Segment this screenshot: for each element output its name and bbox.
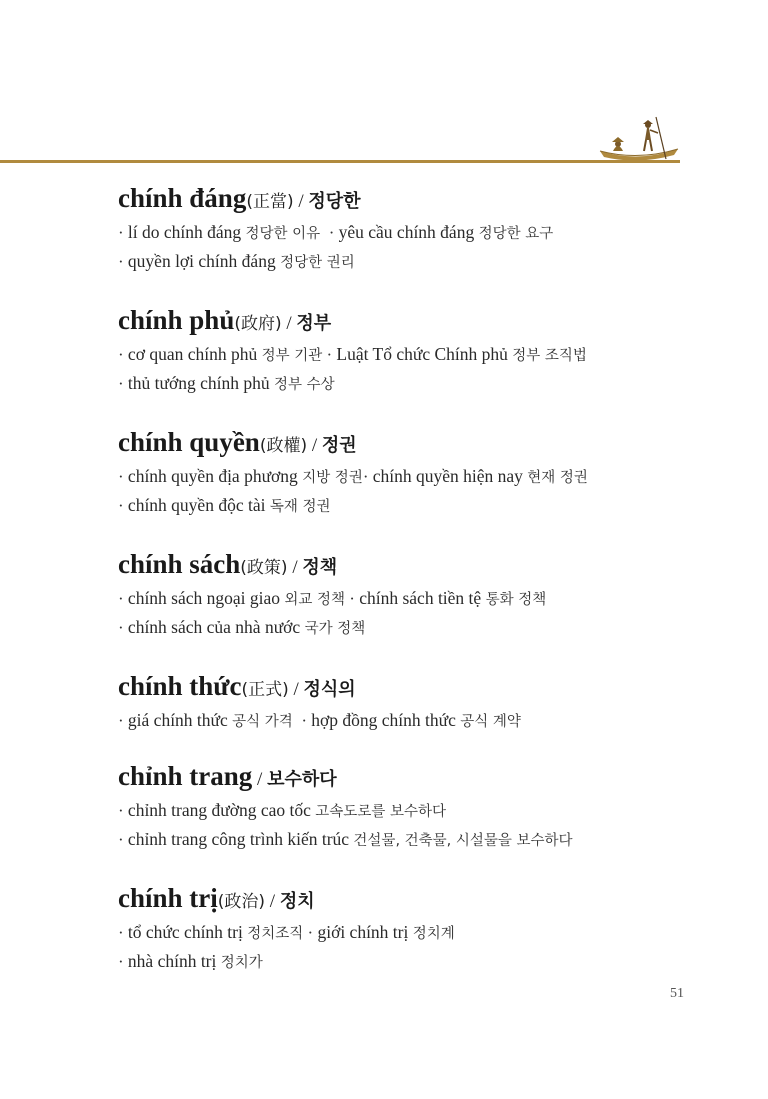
example-vietnamese: chính sách của nhà nước bbox=[127, 617, 301, 637]
korean-meaning: 보수하다 bbox=[267, 769, 337, 790]
example-line bbox=[118, 613, 698, 642]
example-vietnamese: yêu cầu chính đáng bbox=[338, 222, 475, 242]
bullet-dot: · bbox=[118, 467, 128, 486]
bullet-dot: · bbox=[118, 589, 128, 608]
example-vietnamese: cơ quan chính phủ bbox=[127, 344, 258, 364]
example-korean: 지방 정권 bbox=[302, 470, 363, 486]
hanja-origin: (正式) bbox=[241, 680, 289, 700]
korean-meaning: 정식의 bbox=[303, 679, 356, 700]
bullet-dot: · bbox=[118, 952, 128, 971]
slash-separator: / bbox=[281, 313, 297, 334]
bullet-dot: · bbox=[292, 711, 312, 730]
hanja-origin: (政權) bbox=[259, 436, 308, 456]
example-korean: 정당한 권리 bbox=[280, 255, 355, 271]
example-korean: 정치조직 bbox=[247, 926, 304, 942]
example-korean: 고속도로를 보수하다 bbox=[315, 804, 446, 820]
bullet-dot: · bbox=[118, 923, 128, 942]
bullet-dot: · bbox=[118, 618, 128, 637]
bullet-dot: · bbox=[118, 801, 128, 820]
example-korean: 정부 기관 bbox=[261, 348, 323, 364]
headword-line bbox=[118, 756, 698, 796]
example-vietnamese: chính quyền địa phương bbox=[127, 466, 298, 486]
headword-line bbox=[118, 422, 698, 462]
headword: chính trị bbox=[118, 883, 218, 913]
hanja-origin: (政策) bbox=[240, 558, 288, 578]
header-rule bbox=[0, 160, 680, 163]
example-line bbox=[118, 584, 698, 613]
example-korean: 정치가 bbox=[220, 955, 263, 971]
headword-line bbox=[118, 544, 698, 584]
korean-meaning: 정치 bbox=[279, 891, 315, 912]
example-vietnamese: thủ tướng chính phủ bbox=[127, 373, 270, 393]
example-vietnamese: hợp đồng chính thức bbox=[311, 710, 456, 730]
example-korean: 공식 가격 bbox=[232, 714, 293, 730]
headword-line bbox=[118, 300, 698, 340]
example-korean: 현재 정권 bbox=[527, 470, 588, 486]
boat-with-rower-icon bbox=[598, 115, 680, 163]
bullet-dot: · bbox=[345, 589, 360, 608]
bullet-dot: · bbox=[118, 711, 128, 730]
example-korean: 통화 정책 bbox=[485, 592, 547, 608]
bullet-dot: · bbox=[303, 923, 318, 942]
hanja-origin: (正當) bbox=[246, 192, 294, 212]
hanja-origin: (政治) bbox=[217, 892, 266, 912]
dictionary-entry bbox=[118, 544, 698, 642]
bullet-dot: · bbox=[118, 496, 128, 515]
example-vietnamese: chính quyền độc tài bbox=[127, 495, 266, 515]
example-korean: 정당한 요구 bbox=[478, 226, 554, 242]
korean-meaning: 정부 bbox=[296, 313, 332, 334]
example-korean: 정부 수상 bbox=[274, 377, 335, 393]
example-line bbox=[118, 796, 698, 825]
dictionary-entry bbox=[118, 666, 698, 735]
example-line bbox=[118, 247, 698, 276]
example-vietnamese: chính quyền hiện nay bbox=[372, 466, 523, 486]
example-line bbox=[118, 947, 698, 976]
headword: chính quyền bbox=[118, 427, 260, 457]
example-korean: 건설물, 건축물, 시설물을 보수하다 bbox=[353, 833, 573, 849]
headword: chính sách bbox=[118, 549, 241, 579]
page-number: 51 bbox=[670, 986, 684, 1001]
example-korean: 정당한 이유 bbox=[245, 226, 321, 242]
example-vietnamese: chính sách tiền tệ bbox=[359, 588, 482, 608]
korean-meaning: 정권 bbox=[321, 435, 357, 456]
slash-separator: / bbox=[288, 679, 304, 700]
hanja-origin: (政府) bbox=[234, 314, 282, 334]
dictionary-entry bbox=[118, 756, 698, 854]
dictionary-entry bbox=[118, 422, 698, 520]
example-line bbox=[118, 462, 698, 491]
example-korean: 공식 계약 bbox=[460, 714, 521, 730]
example-korean: 외교 정책 bbox=[284, 592, 346, 608]
dictionary-entry bbox=[118, 300, 698, 398]
headword: chính đáng bbox=[118, 183, 247, 213]
slash-separator: / bbox=[265, 891, 280, 912]
example-line bbox=[118, 825, 698, 854]
slash-separator: / bbox=[287, 557, 303, 578]
entry-list bbox=[118, 178, 698, 1000]
slash-separator: / bbox=[252, 769, 268, 790]
bullet-dot: · bbox=[118, 345, 128, 364]
bullet-dot: · bbox=[320, 223, 339, 242]
example-vietnamese: quyền lợi chính đáng bbox=[127, 251, 276, 271]
headword-line bbox=[118, 878, 698, 918]
bullet-dot: · bbox=[118, 223, 128, 242]
bullet-dot: · bbox=[362, 467, 373, 486]
headword: chính thức bbox=[118, 671, 242, 701]
example-line bbox=[118, 706, 698, 735]
bullet-dot: · bbox=[118, 830, 128, 849]
example-vietnamese: chỉnh trang công trình kiến trúc bbox=[127, 829, 350, 849]
bullet-dot: · bbox=[118, 252, 128, 271]
example-line bbox=[118, 369, 698, 398]
dictionary-entry bbox=[118, 878, 698, 976]
example-vietnamese: giá chính thức bbox=[127, 710, 228, 730]
slash-separator: / bbox=[293, 191, 309, 212]
headword-line bbox=[118, 178, 698, 218]
example-korean: 국가 정책 bbox=[304, 621, 366, 637]
example-korean: 정치계 bbox=[412, 926, 455, 942]
bullet-dot: · bbox=[118, 374, 128, 393]
korean-meaning: 정책 bbox=[302, 557, 338, 578]
example-vietnamese: Luật Tổ chức Chính phủ bbox=[336, 344, 508, 364]
headword: chỉnh trang bbox=[118, 761, 253, 791]
example-vietnamese: nhà chính trị bbox=[127, 951, 217, 971]
example-vietnamese: giới chính trị bbox=[317, 922, 409, 942]
headword: chính phủ bbox=[118, 305, 235, 335]
example-line bbox=[118, 218, 698, 247]
example-vietnamese: chính sách ngoại giao bbox=[127, 588, 281, 608]
example-vietnamese: chỉnh trang đường cao tốc bbox=[127, 800, 311, 820]
example-line bbox=[118, 340, 698, 369]
bullet-dot: · bbox=[322, 345, 337, 364]
example-vietnamese: tổ chức chính trị bbox=[127, 922, 243, 942]
example-vietnamese: lí do chính đáng bbox=[127, 222, 242, 242]
example-korean: 독재 정권 bbox=[269, 499, 331, 515]
example-korean: 정부 조직법 bbox=[512, 348, 587, 364]
korean-meaning: 정당한 bbox=[308, 191, 361, 212]
slash-separator: / bbox=[307, 435, 322, 456]
dictionary-entry bbox=[118, 178, 698, 276]
example-line bbox=[118, 491, 698, 520]
example-line bbox=[118, 918, 698, 947]
headword-line bbox=[118, 666, 698, 706]
